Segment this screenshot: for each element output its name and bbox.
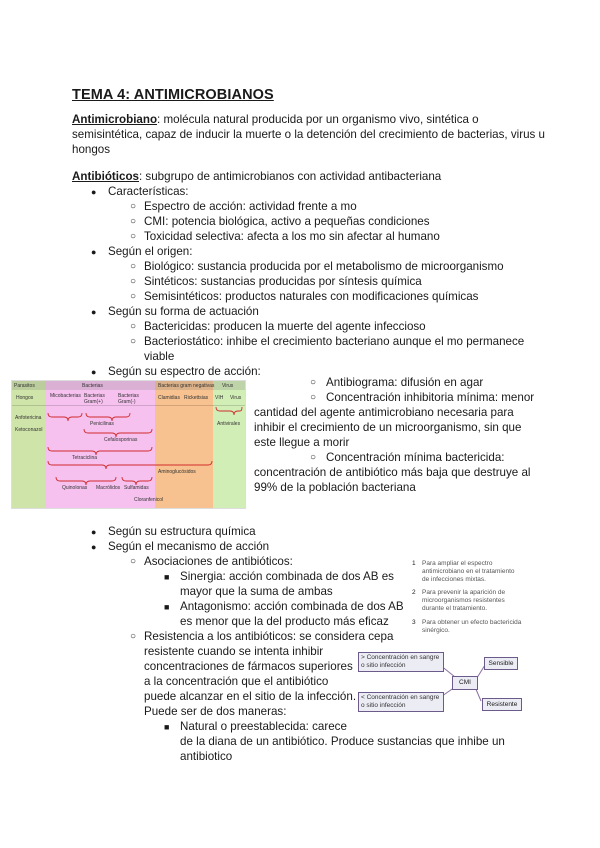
list-item-cont: a la concentración que el antibiótico [144, 675, 329, 688]
square-bullet-icon: ■ [164, 722, 170, 732]
circle-bullet-icon: ○ [130, 261, 137, 272]
figure-label: Ketoconazol [15, 427, 43, 433]
circle-bullet-icon: ○ [130, 291, 137, 302]
circle-bullet-icon: ○ [310, 377, 317, 388]
concentration-box-top [358, 652, 444, 672]
note-number: 1 [412, 560, 416, 567]
figure-header: Virus [222, 383, 234, 389]
bullet-icon: ● [91, 527, 97, 537]
spectrum-figure [11, 380, 246, 509]
section-origen: Según el origen: [108, 245, 193, 258]
circle-bullet-icon: ○ [130, 336, 137, 347]
circle-bullet-icon: ○ [130, 231, 137, 242]
list-item: Semisintéticos: productos naturales con modificaciones químicas [144, 290, 479, 303]
list-item: Toxicidad selectiva: afecta a los mo sin afectar al humano [144, 230, 440, 243]
definition-line-3: hongos [72, 143, 111, 156]
circle-bullet-icon: ○ [310, 392, 317, 403]
figure-header: Parasitos [14, 383, 35, 389]
list-item: Concentración inhibitoria mínima: menor [326, 391, 535, 404]
mark-greater: > [361, 654, 365, 661]
note-item: Para ampliar el espectro antimicrobiano en el tratamiento de infecciones mixtas. [422, 560, 515, 583]
list-item: Biológico: sustancia producida por el metabolismo de microorganismo [144, 260, 504, 273]
figure-label: Tetraciclina [72, 455, 98, 461]
note-number: 3 [412, 619, 416, 626]
resistente-node: Resistente [482, 698, 522, 711]
bullet-icon: ● [91, 367, 97, 377]
list-item: Bacteriostático: inhibe el crecimiento bacteriano aunque el mo permanece [144, 335, 525, 348]
list-item: Bactericidas: producen la muerte del agente infeccioso [144, 320, 426, 333]
note-item: Para prevenir la aparición de microorganismos resistentes durante el tratamiento. [422, 589, 506, 612]
list-item-cont: concentración de antibiótico más baja que destruye al [254, 466, 531, 479]
list-item-cont: concentraciones de fármacos superiores [144, 660, 353, 673]
figure-subheader: Bacterias Gram(-) [118, 393, 139, 405]
circle-bullet-icon: ○ [130, 216, 137, 227]
circle-bullet-icon: ○ [130, 276, 137, 287]
section-estructura: Según su estructura química [108, 525, 256, 538]
term-antimicrobiano: Antimicrobiano [72, 113, 158, 126]
antibioticos-text: : subgrupo de antimicrobianos con actividad antibacteriana [138, 170, 442, 183]
list-item-cont: mayor que la suma de ambas [180, 585, 333, 598]
bullet-icon: ● [91, 542, 97, 552]
section-actuacion: Según su forma de actuación [108, 305, 259, 318]
figure-subheader: Hongos [16, 395, 34, 401]
figure-label: Aminoglucósidos [158, 469, 196, 475]
list-item: Asociaciones de antibióticos: [144, 555, 293, 568]
circle-bullet-icon: ○ [130, 556, 137, 567]
list-item: Concentración mínima bactericida: [326, 451, 505, 464]
list-item: Resistencia a los antibióticos: se considera cepa [144, 630, 394, 643]
box-top-text: Concentración en sangre o sitio infección [361, 654, 440, 669]
list-item: Sintéticos: sustancias producidas por síntesis química [144, 275, 422, 288]
figure-subheader: Micobacterias [50, 393, 81, 399]
figure-subheader: Virus [230, 395, 242, 401]
circle-bullet-icon: ○ [130, 201, 137, 212]
bullet-icon: ● [91, 187, 97, 197]
figure-label: Penicilinas [90, 421, 114, 427]
list-item-cont: resistente cuando se intenta inhibir [144, 645, 324, 658]
list-item-cont: cantidad del agente antimicrobiano necesaria para [254, 406, 514, 419]
list-item-cont: de la diana de un antibiótico. Produce sustancias que inhibe un [180, 735, 505, 748]
section-caracteristicas: Características: [108, 185, 189, 198]
definition-text: : molécula natural producida por un organismo vivo, sintética o [157, 113, 479, 126]
list-item-cont: 99% de la población bacteriana [254, 481, 416, 494]
list-item: Antibiograma: difusión en agar [326, 376, 484, 389]
list-item-cont: es menor que la del producto más eficaz [180, 615, 389, 628]
circle-bullet-icon: ○ [130, 321, 137, 332]
list-item-cont: viable [144, 350, 175, 363]
figure-label: Cefalosporinas [104, 437, 138, 443]
figure-subheader: Bacterias Gram(+) [84, 393, 105, 405]
box-bottom-text: Concentración en sangre o sitio infección [361, 694, 440, 709]
square-bullet-icon: ■ [164, 602, 170, 612]
square-bullet-icon: ■ [164, 572, 170, 582]
page-title: TEMA 4: ANTIMICROBIANOS [72, 87, 274, 103]
term-antibioticos: Antibióticos [72, 170, 139, 183]
concentration-box-bottom [358, 692, 444, 712]
note-item: Para obtener un efecto bactericida sinérgico. [422, 619, 522, 634]
list-item-cont: Puede ser de dos maneras: [144, 705, 287, 718]
list-item: Sinergia: acción combinada de dos AB es [180, 570, 394, 583]
list-item: CMI: potencia biológica, activo a pequeñas condiciones [144, 215, 430, 228]
mark-less: < [361, 694, 365, 701]
figure-label: Cloranfenicol [134, 497, 164, 503]
definition-antimicrobiano [72, 112, 479, 128]
bullet-icon: ● [91, 247, 97, 257]
figure-label: Sulfamidas [124, 485, 149, 491]
list-item: Natural o preestablecida: carece [180, 720, 347, 733]
figure-label: Antivirales [217, 421, 241, 427]
figure-subheader: Rickettsias [184, 395, 209, 401]
figure-header: Bacterias gram negativas [158, 383, 215, 389]
section-mecanismo: Según el mecanismo de acción [108, 540, 270, 553]
figure-label: Macrólidos [96, 485, 121, 491]
figure-subheader: Clamidias [158, 395, 180, 401]
list-item: Antagonismo: acción combinada de dos AB [180, 600, 404, 613]
list-item-cont: este llegue a morir [254, 436, 350, 449]
list-item-cont: antibiotico [180, 750, 233, 763]
list-item-cont: puede alcanzar en el sitio de la infección. [144, 690, 357, 703]
bullet-icon: ● [91, 307, 97, 317]
definition-line-2: semisintética, capaz de inducir la muerte o la detención del crecimiento de bacterias, virus u [72, 128, 546, 141]
cmi-node: CMI [452, 676, 478, 690]
definition-antibioticos [72, 169, 441, 185]
figure-subheader: VIH [215, 395, 224, 401]
sensible-node: Sensible [484, 657, 518, 670]
circle-bullet-icon: ○ [310, 452, 317, 463]
circle-bullet-icon: ○ [130, 631, 137, 642]
note-number: 2 [412, 589, 416, 596]
list-item: Espectro de acción: actividad frente a mo [144, 200, 357, 213]
list-item-cont: inhibir el crecimiento de un microorganismo, sin que [254, 421, 522, 434]
figure-header: Bacterias [82, 383, 103, 389]
figure-label: Quinolonas [62, 485, 88, 491]
section-espectro: Según su espectro de acción: [108, 365, 261, 378]
figure-label: Anfotericina [15, 415, 42, 421]
